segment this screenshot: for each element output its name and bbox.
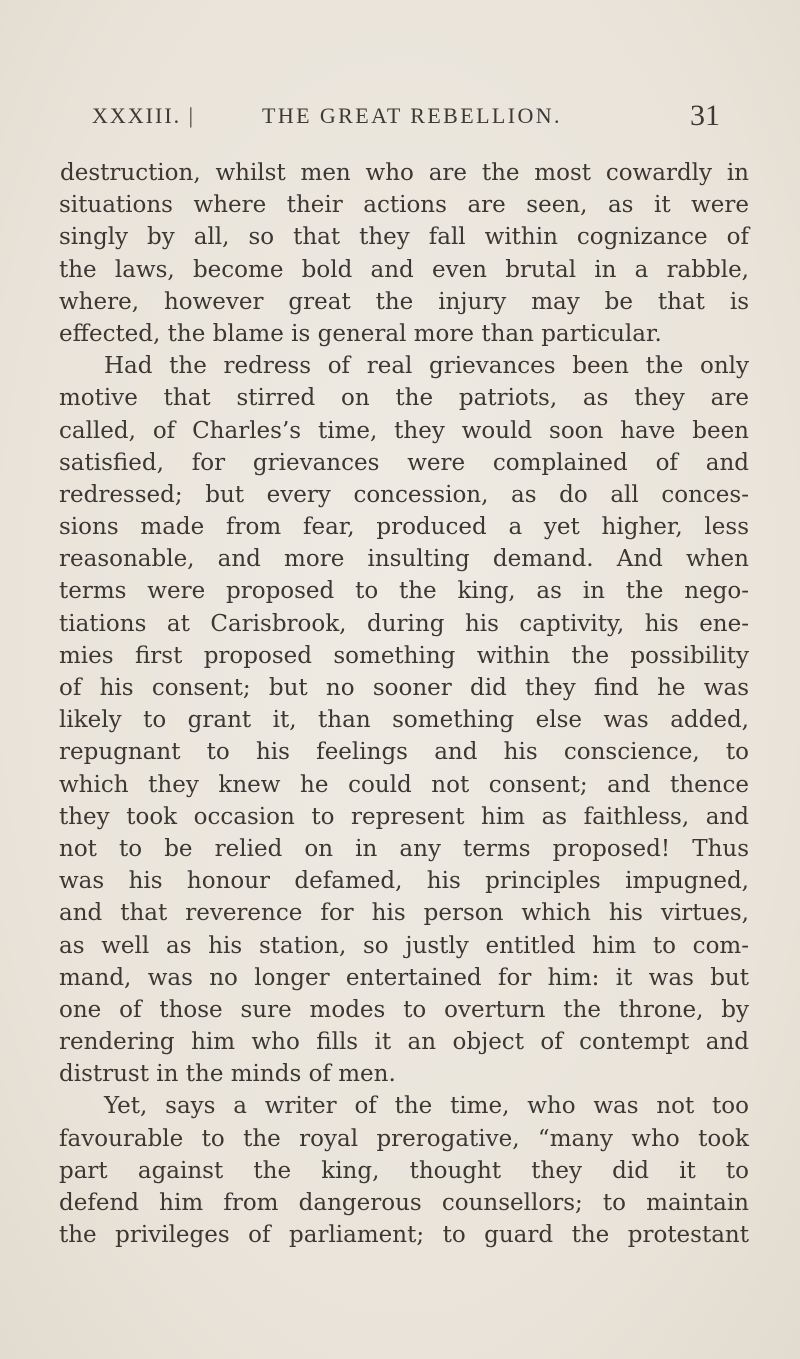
text-line: the laws, become bold and even brutal in a rabble, (59, 256, 749, 283)
text-line: which they knew he could not consent; and thence (59, 771, 749, 798)
text-line: mand, was no longer entertained for him: it was but (59, 964, 749, 991)
text-line: they took occasion to represent him as faithless, and (59, 803, 749, 830)
page-number: 31 (690, 99, 720, 132)
text-line: satisfied, for grievances were complained of and (59, 449, 749, 476)
text-line: sions made from fear, produced a yet higher, less (59, 514, 749, 541)
text-line: rendering him who fills it an object of contempt and (59, 1029, 749, 1056)
running-head (92, 99, 720, 139)
text-line: repugnant to his feelings and his conscience, to (59, 739, 749, 766)
text-line: and that reverence for his person which his virtues, (59, 900, 749, 927)
running-title: THE GREAT REBELLION. (262, 103, 562, 128)
text-line: tiations at Carisbrook, during his captivity, his ene- (59, 610, 749, 637)
text-line: destruction, whilst men who are the most cowardly in (60, 160, 749, 186)
text-line: the privileges of parliament; to guard the protestant (59, 1222, 749, 1249)
text-line: situations where their actions are seen, as it were (59, 192, 749, 219)
text-line: defend him from dangerous counsellors; to maintain (59, 1190, 749, 1216)
text-line: reasonable, and more insulting demand. And when (59, 546, 749, 573)
text-line: likely to grant it, than something else was added, (59, 707, 749, 734)
paragraph-start-line: Yet, says a writer of the time, who was not too (104, 1093, 749, 1120)
chapter-number: XXXIII. | (92, 103, 196, 128)
text-line: singly by all, so that they fall within cognizance of (59, 224, 749, 251)
text-line: part against the king, thought they did it to (59, 1157, 749, 1184)
text-line: effected, the blame is general more than particular. (59, 320, 662, 347)
text-line: was his honour defamed, his principles impugned, (59, 868, 749, 895)
text-line: redressed; but every concession, as do all conces- (59, 481, 749, 508)
text-line: of his consent; but no sooner did they find he was (59, 675, 749, 701)
text-line: terms were proposed to the king, as in the nego- (59, 578, 749, 605)
text-line: not to be relied on in any terms proposed! Thus (59, 835, 749, 862)
paragraph-start-line: Had the redress of real grievances been the only (104, 353, 749, 380)
text-line: motive that stirred on the patriots, as they are (59, 385, 749, 412)
text-line: favourable to the royal prerogative, “many who took (59, 1125, 749, 1152)
body-text (59, 157, 749, 1251)
text-line: as well as his station, so justly entitled him to com- (59, 932, 749, 959)
text-line: called, of Charles’s time, they would soon have been (59, 417, 749, 444)
text-line: one of those sure modes to overturn the throne, by (59, 996, 749, 1023)
text-line: mies first proposed something within the possibility (59, 642, 749, 669)
text-line: where, however great the injury may be that is (59, 288, 749, 315)
text-line: distrust in the minds of men. (59, 1061, 396, 1088)
